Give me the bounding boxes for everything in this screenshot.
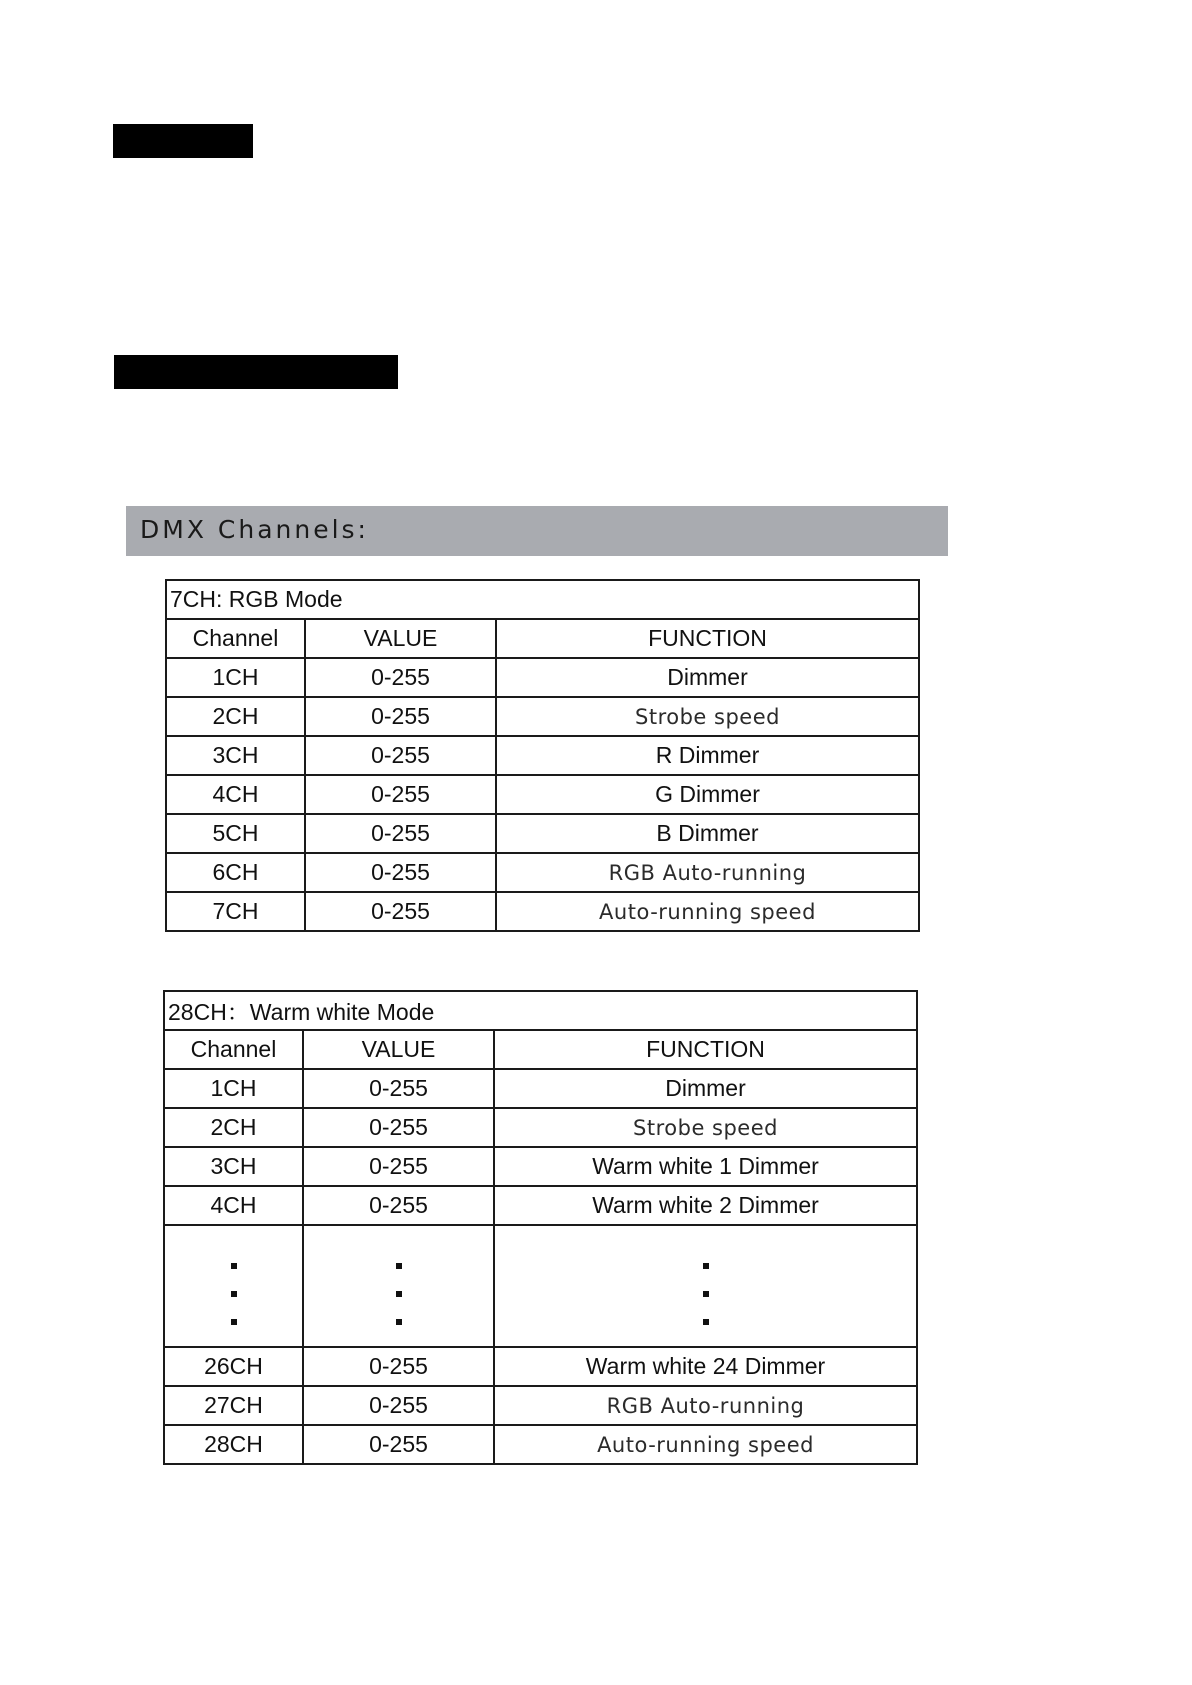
redacted-heading-1 [113, 124, 253, 158]
table-title: 7CH: RGB Mode [166, 580, 919, 619]
cell-channel: 7CH [166, 892, 305, 931]
redacted-heading-2 [114, 355, 398, 389]
cell-value: 0-255 [303, 1425, 494, 1464]
cell-channel: 6CH [166, 853, 305, 892]
cell-channel: 26CH [164, 1347, 303, 1386]
table-row [164, 1147, 917, 1186]
table-row [166, 736, 919, 775]
cell-channel: 3CH [164, 1147, 303, 1186]
table-row [164, 1386, 917, 1425]
table-row [164, 1186, 917, 1225]
table-row [166, 892, 919, 931]
table-row [166, 814, 919, 853]
ellipsis-row [164, 1225, 917, 1347]
cell-value: 0-255 [305, 775, 496, 814]
cell-function: Warm white 1 Dimmer [494, 1147, 917, 1186]
table-row [164, 1108, 917, 1147]
cell-function: G Dimmer [496, 775, 919, 814]
table-row [166, 853, 919, 892]
cell-value: 0-255 [303, 1186, 494, 1225]
cell-function: Warm white 24 Dimmer [494, 1347, 917, 1386]
dmx-table-7ch [165, 579, 920, 932]
cell-function: Dimmer [494, 1069, 917, 1108]
table-row [164, 1069, 917, 1108]
cell-value: 0-255 [305, 736, 496, 775]
header-function: FUNCTION [496, 619, 919, 658]
table-row [166, 658, 919, 697]
cell-function: Warm white 2 Dimmer [494, 1186, 917, 1225]
ellipsis-value [303, 1225, 494, 1347]
cell-channel: 1CH [164, 1069, 303, 1108]
cell-channel: 27CH [164, 1386, 303, 1425]
cell-function: Auto-running speed [496, 892, 919, 931]
cell-channel: 3CH [166, 736, 305, 775]
cell-value: 0-255 [303, 1347, 494, 1386]
vertical-ellipsis-icon [396, 1263, 402, 1325]
ellipsis-channel [164, 1225, 303, 1347]
table-row [166, 697, 919, 736]
cell-function: B Dimmer [496, 814, 919, 853]
cell-function: Dimmer [496, 658, 919, 697]
cell-value: 0-255 [303, 1147, 494, 1186]
cell-channel: 2CH [166, 697, 305, 736]
vertical-ellipsis-icon [231, 1263, 237, 1325]
table-header-row [166, 619, 919, 658]
dmx-table-28ch [163, 990, 918, 1465]
section-banner [126, 506, 948, 556]
table-title-row [166, 580, 919, 619]
table-header-row [164, 1030, 917, 1069]
table-row [164, 1347, 917, 1386]
cell-channel: 28CH [164, 1425, 303, 1464]
cell-value: 0-255 [305, 853, 496, 892]
header-function: FUNCTION [494, 1030, 917, 1069]
cell-value: 0-255 [305, 697, 496, 736]
table-title: 28CH：Warm white Mode [164, 991, 917, 1030]
cell-value: 0-255 [303, 1108, 494, 1147]
header-channel: Channel [164, 1030, 303, 1069]
table-row [164, 1425, 917, 1464]
cell-value: 0-255 [305, 658, 496, 697]
cell-function: Strobe speed [496, 697, 919, 736]
cell-function: RGB Auto-running [496, 853, 919, 892]
cell-function: RGB Auto-running [494, 1386, 917, 1425]
cell-channel: 2CH [164, 1108, 303, 1147]
cell-channel: 4CH [164, 1186, 303, 1225]
cell-function: Strobe speed [494, 1108, 917, 1147]
cell-value: 0-255 [303, 1069, 494, 1108]
cell-function: Auto-running speed [494, 1425, 917, 1464]
table-title-row [164, 991, 917, 1030]
vertical-ellipsis-icon [703, 1263, 709, 1325]
header-value: VALUE [305, 619, 496, 658]
cell-channel: 4CH [166, 775, 305, 814]
section-title: DMX Channels: [140, 515, 369, 544]
cell-value: 0-255 [305, 892, 496, 931]
cell-channel: 1CH [166, 658, 305, 697]
cell-value: 0-255 [303, 1386, 494, 1425]
header-value: VALUE [303, 1030, 494, 1069]
table-row [166, 775, 919, 814]
cell-value: 0-255 [305, 814, 496, 853]
ellipsis-function [494, 1225, 917, 1347]
cell-channel: 5CH [166, 814, 305, 853]
cell-function: R Dimmer [496, 736, 919, 775]
header-channel: Channel [166, 619, 305, 658]
